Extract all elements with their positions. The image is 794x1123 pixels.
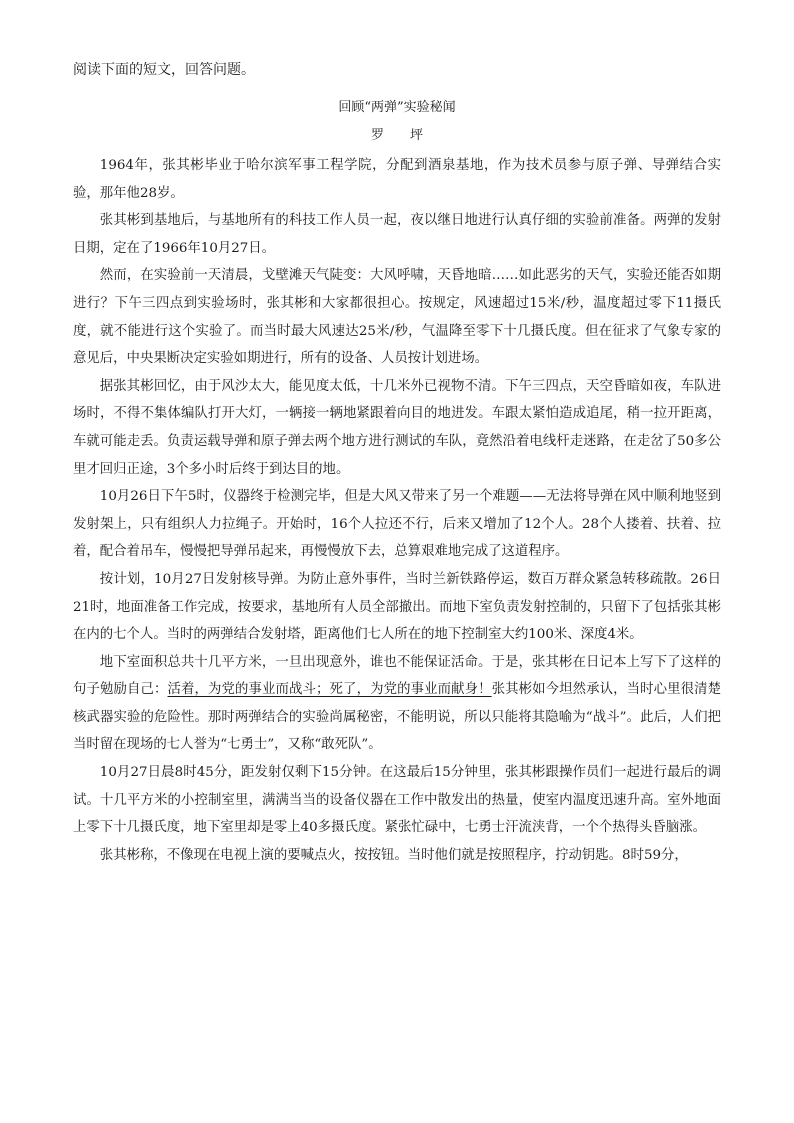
paragraph-5: 10月26日下午5时，仪器终于检测完毕，但是大风又带来了另一个难题——无法将导弹在风中顺利地竖到发射架上，只有组织人力拉绳子。开始时，16个人拉还不行，后来又增加了12个人。28个人搂着、扶着、拉着，配合着吊车，慢慢把导弹吊起来，再慢慢放下去，总算艰难地完成了这道程序。 <box>73 489 721 560</box>
paragraph-7 <box>73 649 721 759</box>
paragraph-8: 10月27日晨8时45分，距发射仅剩下15分钟。在这最后15分钟里，张其彬跟操作员们一起进行最后的调试。十几平方米的小控制室里，满满当当的设备仪器在工作中散发出的热量，使室内温度迅速升高。室外地面上零下十几摄氏度，地下室里却是零上40多摄氏度。紧张忙碌中，七勇士汗流浃背，一个个热得头昏脑涨。 <box>73 765 721 836</box>
paragraph-7-before: 地下室面积总共十几平方米，一旦出现意外，谁也不能保证活命。于是，张其彬在日记本上写下了这样的句子勉励自己： <box>73 654 721 698</box>
paragraph-4: 据张其彬回忆，由于风沙太大，能见度太低，十几米外已视物不清。下午三四点，天空昏暗如夜，车队进场时，不得不集体编队打开大灯，一辆接一辆地紧跟着向目的地进发。车跟太紧怕造成追尾，稍一拉开距离，车就可能走丢。负责运载导弹和原子弹去两个地方进行测试的车队，竟然沿着电线杆走迷路，在走岔了50多公里才回归正途，3个多小时后终于到达目的地。 <box>73 378 721 477</box>
article-title: 回顾“两弹”实验秘闻 <box>338 100 456 115</box>
paragraph-3: 然而，在实验前一天清晨，戈壁滩天气陡变：大风呼啸，天昏地暗……如此恶劣的天气，实验还能否如期进行？下午三四点到实验场时，张其彬和大家都很担心。按规定，风速超过15米/秒，温度超过零下11摄氏度，就不能进行这个实验了。而当时最大风速达25米/秒，气温降至零下十几摄氏度。但在征求了气象专家的意见后，中央果断决定实验如期进行，所有的设备、人员按计划进场。 <box>73 268 721 367</box>
paragraph-7-after: 张其彬如今坦然承认，当时心里很清楚核武器实验的危险性。那时两弹结合的实验尚属秘密，不能明说，所以只能将其隐喻为“战斗”。此后，人们把当时留在现场的七人誉为“七勇士”，又称“敢死队”。 <box>73 682 722 753</box>
paragraph-1: 1964年，张其彬毕业于哈尔滨军事工程学院，分配到酒泉基地，作为技术员参与原子弹、导弹结合实验，那年他28岁。 <box>73 158 721 201</box>
document-page <box>73 60 721 869</box>
paragraph-9: 张其彬称，不像现在电视上演的要喊点火，按按钮。当时他们就是按照程序，拧动钥匙。8时59分， <box>99 847 688 863</box>
paragraph-2: 张其彬到基地后，与基地所有的科技工作人员一起，夜以继日地进行认真仔细的实验前准备。两弹的发射日期，定在了1966年10月27日。 <box>73 213 721 256</box>
paragraph-6: 按计划，10月27日发射核导弹。为防止意外事件，当时兰新铁路停运，数百万群众紧急转移疏散。26日21时，地面准备工作完成，按要求，基地所有人员全部撤出。而地下室负责发射控制的，只留下了包括张其彬在内的七个人。当时的两弹结合发射塔，距离他们七人所在的地下控制室大约100米、深度4米。 <box>73 571 721 643</box>
article-author: 罗坪 <box>370 128 449 143</box>
underlined-quote: 活着，为党的事业而战斗；死了，为党的事业而献身！ <box>167 682 492 698</box>
question-instruction: 阅读下面的短文，回答问题。 <box>73 62 255 78</box>
